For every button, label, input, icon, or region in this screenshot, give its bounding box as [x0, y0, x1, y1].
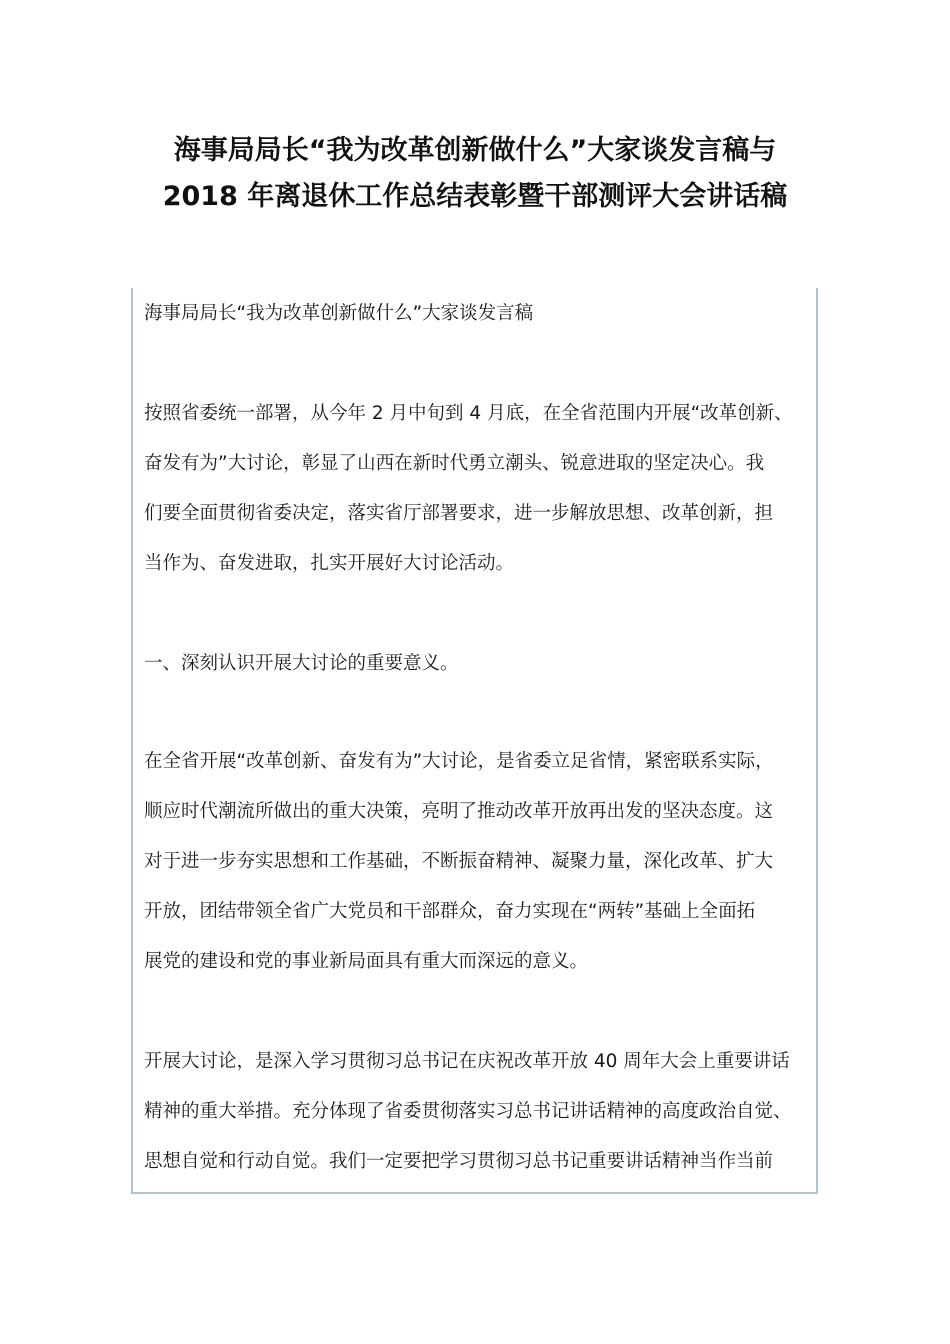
- paragraph-3-line-1: 开展大讨论，是深入学习贯彻习总书记在庆祝改革开放 40 周年大会上重要讲话: [144, 1051, 790, 1072]
- paragraph-1-line-3: 们要全面贯彻省委决定，落实省厅部署要求，进一步解放思想、改革创新，担: [144, 503, 774, 524]
- paragraph-2-line-5: 展党的建设和党的事业新局面具有重大而深远的意义。: [144, 951, 589, 972]
- paragraph-1-line-1: 按照省委统一部署，从今年 2 月中旬到 4 月底，在全省范围内开展“改革创新、: [144, 403, 793, 424]
- paragraph-2-line-1: 在全省开展“改革创新、奋发有为”大讨论，是省委立足省情，紧密联系实际，: [144, 751, 774, 772]
- paragraph-3-line-3: 思想自觉和行动自觉。我们一定要把学习贯彻习总书记重要讲话精神当作当前: [144, 1151, 774, 1172]
- paragraph-2-line-4: 开放，团结带领全省广大党员和干部群众，奋力实现在“两转”基础上全面拓: [144, 901, 756, 922]
- paragraph-3-line-2: 精神的重大举措。充分体现了省委贯彻落实习总书记讲话精神的高度政治自觉、: [144, 1101, 792, 1122]
- document-title-line-1: 海事局局长“我为改革创新做什么”大家谈发言稿与: [173, 135, 777, 166]
- paragraph-1-line-4: 当作为、奋发进取，扎实开展好大讨论活动。: [144, 553, 515, 574]
- section-heading-1: 一、深刻认识开展大讨论的重要意义。: [144, 653, 459, 674]
- document-title-line-2: 2018 年离退休工作总结表彰暨干部测评大会讲话稿: [162, 181, 788, 212]
- paragraph-2-line-2: 顺应时代潮流所做出的重大决策，亮明了推动改革开放再出发的坚决态度。这: [144, 801, 774, 822]
- paragraph-1-line-2: 奋发有为”大讨论，彰显了山西在新时代勇立潮头、锐意进取的坚定决心。我: [144, 453, 765, 474]
- document-title: [0, 128, 950, 220]
- section-subtitle: 海事局局长“我为改革创新做什么”大家谈发言稿: [144, 303, 534, 324]
- paragraph-2-line-3: 对于进一步夯实思想和工作基础，不断振奋精神、凝聚力量，深化改革、扩大: [144, 851, 774, 872]
